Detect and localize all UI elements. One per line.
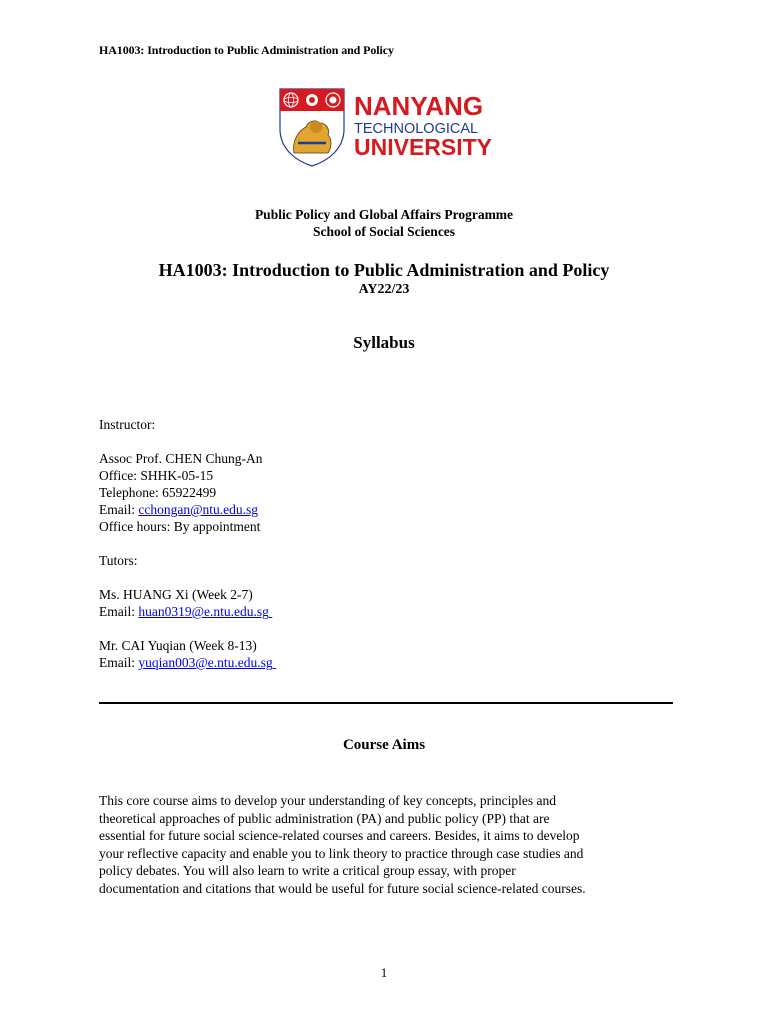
link-trail — [269, 604, 272, 619]
tutor-email-line — [99, 654, 276, 671]
instructor-name: Assoc Prof. CHEN Chung-An — [99, 451, 263, 466]
paragraph-line: policy debates. You will also learn to write a critical group essay, with proper — [99, 863, 516, 878]
course-aims-paragraph — [99, 792, 679, 897]
programme-heading — [0, 206, 768, 240]
document-type: Syllabus — [353, 333, 415, 352]
instructor-office-hours: Office hours: By appointment — [99, 519, 261, 534]
logo-line3: UNIVERSITY — [354, 134, 493, 160]
tutor-email-line — [99, 603, 276, 620]
paragraph-line: documentation and citations that would be useful for future social science-related courses. — [99, 880, 586, 896]
contact-section — [99, 416, 276, 671]
tutors-heading: Tutors: — [99, 553, 138, 568]
course-aims-heading: Course Aims — [342, 737, 426, 753]
tutor-email-link[interactable]: yuqian003@e.ntu.edu.sg — [138, 655, 273, 670]
email-label: Email: — [99, 604, 139, 619]
ntu-logo — [278, 87, 498, 167]
programme-name: Public Policy and Global Affairs Programme — [254, 207, 514, 222]
tutor-email-link[interactable]: huan0319@e.ntu.edu.sg — [138, 604, 269, 619]
paragraph-line: essential for future social science-related courses and careers. Besides, it aims to develop — [99, 828, 580, 843]
running-header: HA1003: Introduction to Public Administration and Policy — [99, 43, 394, 57]
instructor-heading: Instructor: — [99, 417, 156, 432]
course-title: HA1003: Introduction to Public Administration and Policy — [158, 260, 610, 280]
course-heading — [0, 259, 768, 298]
email-label: Email: — [99, 655, 139, 670]
instructor-email-link[interactable]: cchongan@ntu.edu.sg — [138, 502, 259, 517]
link-trail — [273, 655, 276, 670]
instructor-email-line — [99, 501, 276, 518]
instructor-telephone: Telephone: 65922499 — [99, 485, 217, 500]
tutor-name: Ms. HUANG Xi (Week 2-7) — [99, 587, 253, 602]
paragraph-line: your reflective capacity and enable you to link theory to practice through case studies and — [99, 845, 584, 861]
logo-line2: TECHNOLOGICAL — [354, 121, 479, 137]
logo-line1: NANYANG — [354, 91, 484, 121]
horizontal-divider — [99, 702, 673, 704]
ntu-crest-icon — [280, 89, 344, 166]
page-number: 1 — [380, 965, 388, 980]
paragraph-line: theoretical approaches of public administration (PA) and public policy (PP) that are — [99, 810, 550, 826]
instructor-office: Office: SHHK-05-15 — [99, 468, 214, 483]
school-name: School of Social Sciences — [312, 224, 456, 239]
academic-year: AY22/23 — [358, 282, 410, 297]
email-label: Email: — [99, 502, 139, 517]
tutor-name: Mr. CAI Yuqian (Week 8-13) — [99, 638, 257, 653]
paragraph-line: This core course aims to develop your understanding of key concepts, principles and — [99, 793, 556, 808]
